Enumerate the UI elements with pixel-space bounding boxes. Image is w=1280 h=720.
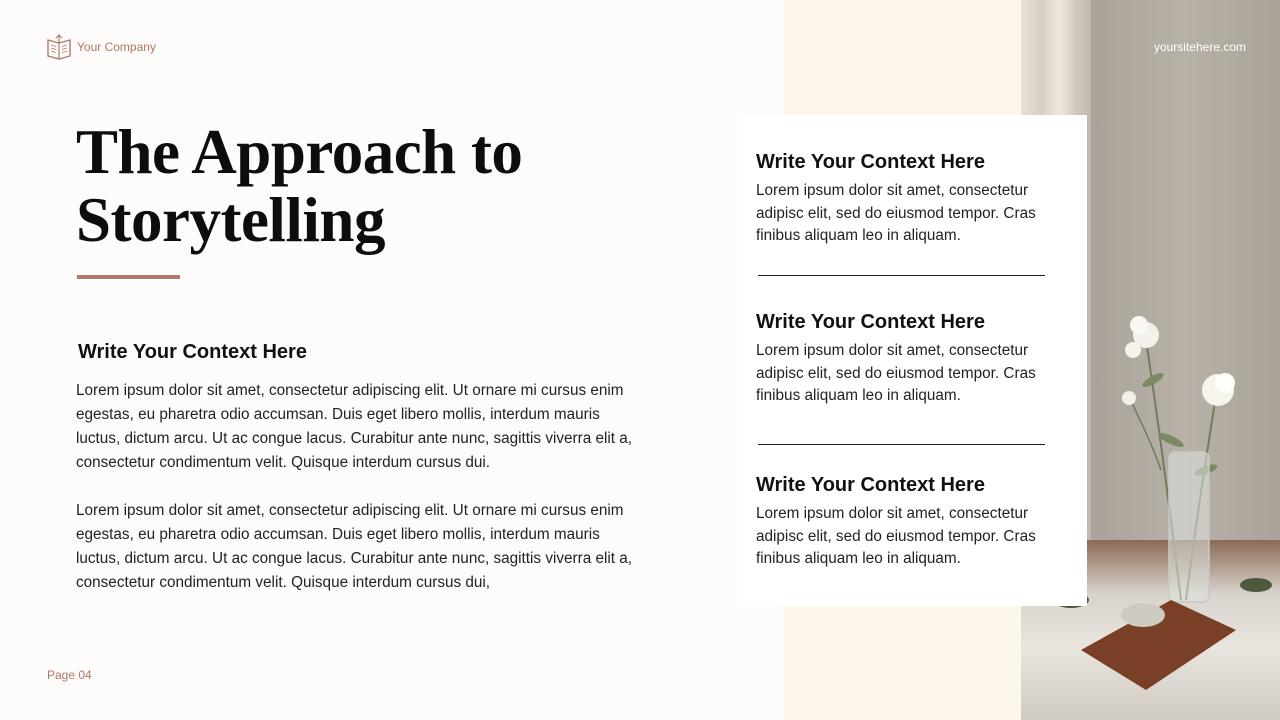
title-underline bbox=[77, 275, 180, 279]
context-item bbox=[756, 310, 1076, 408]
context-item-heading: Write Your Context Here bbox=[756, 474, 985, 496]
website-url: yoursitehere.com bbox=[1153, 40, 1246, 54]
title-line-2: Storytelling bbox=[76, 185, 385, 255]
body-paragraph-2: Lorem ipsum dolor sit amet, consectetur adipiscing elit. Ut ornare mi cursus enim egestas, eu pharetra odio accumsan. Duis eget libero mollis, interdum mauris luctus, dictum arcu. Ut ac congue lacus. Curabitur ante nunc, sagittis viverra elit a, consectetur condimentum velit. Quisque interdum cursus dui, bbox=[76, 502, 633, 591]
company-name: Your Company bbox=[77, 40, 156, 54]
cream-panel-bottom bbox=[783, 606, 1021, 720]
cream-panel-top bbox=[783, 0, 1021, 116]
context-item-text: Lorem ipsum dolor sit amet, consectetur adipisc elit, sed do eiusmod tempor. Cras finibus aliquam leo in aliquam. bbox=[756, 342, 1036, 404]
context-item-heading: Write Your Context Here bbox=[756, 311, 985, 333]
page-title bbox=[76, 118, 522, 254]
card-divider bbox=[758, 444, 1045, 445]
open-book-icon bbox=[46, 34, 72, 60]
context-item-heading: Write Your Context Here bbox=[756, 151, 985, 173]
card-divider bbox=[758, 275, 1045, 276]
context-item-text: Lorem ipsum dolor sit amet, consectetur adipisc elit, sed do eiusmod tempor. Cras finibus aliquam leo in aliquam. bbox=[756, 182, 1036, 244]
left-section-heading: Write Your Context Here bbox=[78, 341, 307, 363]
context-item-text: Lorem ipsum dolor sit amet, consectetur adipisc elit, sed do eiusmod tempor. Cras finibus aliquam leo in aliquam. bbox=[756, 505, 1036, 567]
title-line-1: The Approach to bbox=[76, 117, 523, 187]
page-number: Page 04 bbox=[47, 668, 92, 682]
body-paragraph-1: Lorem ipsum dolor sit amet, consectetur adipiscing elit. Ut ornare mi cursus enim egestas, eu pharetra odio accumsan. Duis eget libero mollis, interdum mauris luctus, dictum arcu. Ut ac congue lacus. Curabitur ante nunc, sagittis viverra elit a, consectetur condimentum velit. Quisque interdum cursus dui. bbox=[76, 382, 633, 471]
context-item bbox=[756, 150, 1076, 248]
company-logo bbox=[46, 34, 156, 60]
context-item bbox=[756, 473, 1076, 571]
context-card bbox=[737, 115, 1087, 606]
